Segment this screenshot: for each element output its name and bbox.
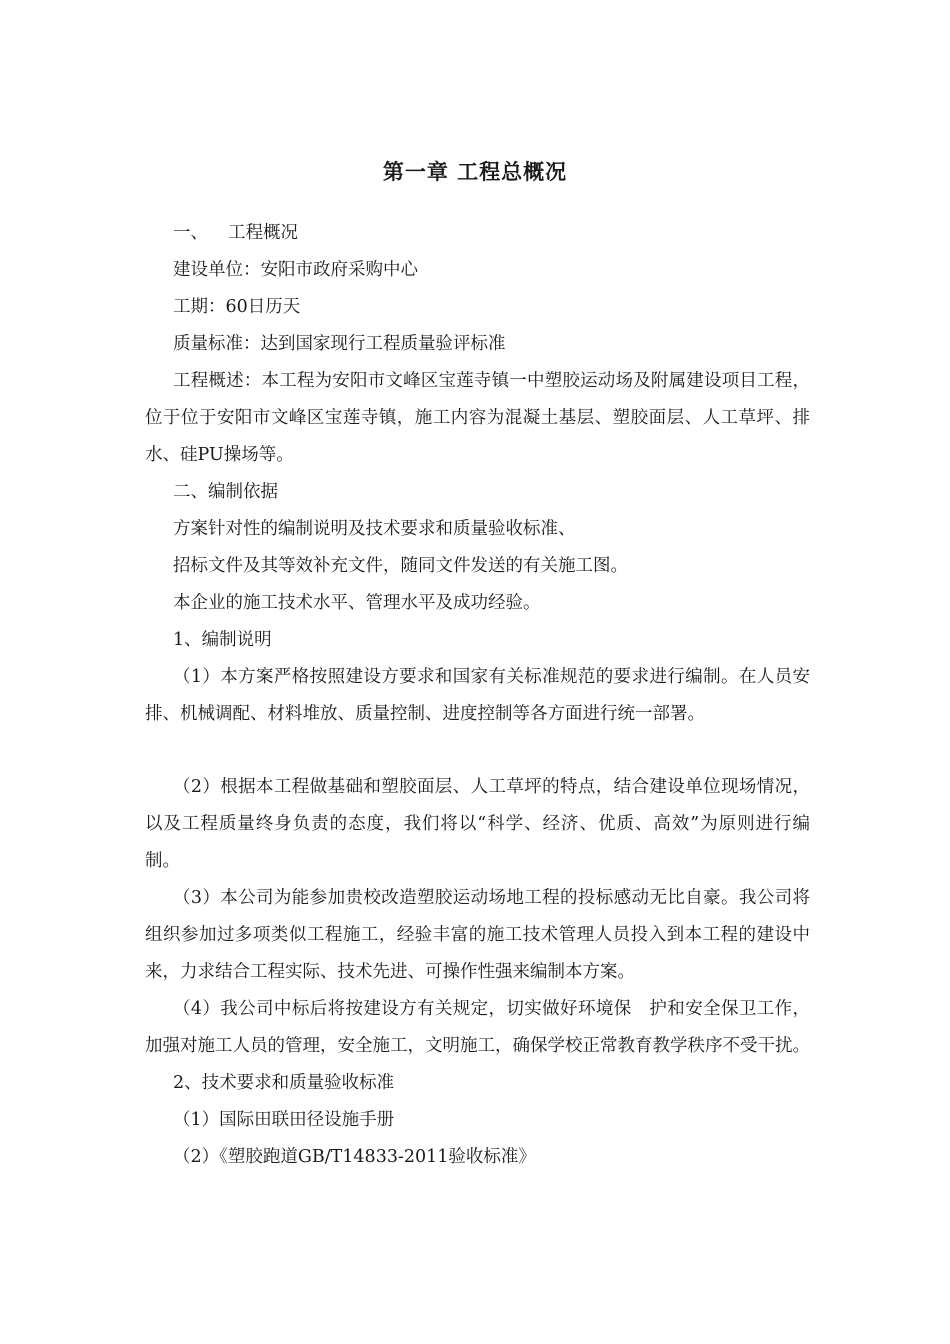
subsection-heading-standards: 2、技术要求和质量验收标准 — [173, 1073, 395, 1093]
section-number: 一、 — [173, 223, 208, 243]
chapter-title: 第一章 工程总概况 — [382, 160, 568, 184]
document-body — [145, 215, 810, 1176]
overview-paragraph: 工程概述：本工程为安阳市文峰区宝莲寺镇一中塑胶运动场及附属建设项目工程，位于位于安阳市文峰区宝莲寺镇，施工内容为混凝土基层、塑胶面层、人工草坪、排水、硅PU操场等。 — [145, 371, 810, 465]
quality-line: 质量标准：达到国家现行工程质量验评标准 — [173, 334, 506, 354]
duration-line: 工期：60日历天 — [173, 297, 301, 317]
description-item-3: （3）本公司为能参加贵校改造塑胶运动场地工程的投标感动无比自豪。我公司将组织参加过多项类似工程施工，经验丰富的施工技术管理人员投入到本工程的建设中来，力求结合工程实际、技术先进、可操作性强来编制本方案。 — [145, 888, 810, 982]
description-item-4: （4）我公司中标后将按建设方有关规定，切实做好环境保 护和安全保卫工作，加强对施工人员的管理，安全施工，文明施工，确保学校正常教育教学秩序不受干扰。 — [145, 999, 810, 1056]
basis-item: 方案针对性的编制说明及技术要求和质量验收标准、 — [173, 519, 576, 539]
basis-item: 本企业的施工技术水平、管理水平及成功经验。 — [173, 593, 541, 613]
basis-item: 招标文件及其等效补充文件，随同文件发送的有关施工图。 — [173, 556, 628, 576]
section-title: 工程概况 — [228, 223, 298, 243]
standard-item: （1）国际田联田径设施手册 — [173, 1110, 395, 1130]
standard-item: （2）《塑胶跑道GB/T14833-2011验收标准》 — [173, 1147, 536, 1167]
basis-heading: 二、编制依据 — [173, 482, 278, 502]
description-item-1: （1）本方案严格按照建设方要求和国家有关标准规范的要求进行编制。在人员安排、机械调配、材料堆放、质量控制、进度控制等各方面进行统一部署。 — [145, 667, 810, 724]
client-line: 建设单位：安阳市政府采购中心 — [173, 260, 418, 280]
description-item-2: （2）根据本工程做基础和塑胶面层、人工草坪的特点，结合建设单位现场情况，以及工程质量终身负责的态度，我们将以“科学、经济、优质、高效”为原则进行编制。 — [145, 777, 810, 871]
subsection-heading: 1、编制说明 — [173, 630, 272, 650]
section-heading-overview — [145, 215, 810, 252]
